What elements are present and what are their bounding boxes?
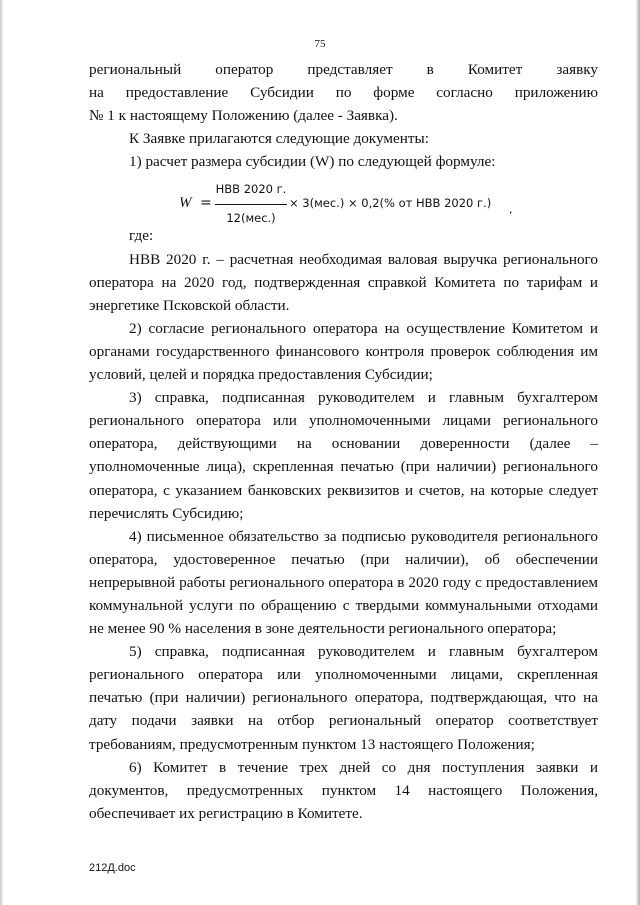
where-label: где:: [129, 227, 154, 245]
formula-denominator: 12(мес.): [226, 210, 276, 225]
intro-line-1: региональный оператор представляет в Комитет заявку: [89, 61, 598, 78]
documents-intro: К Заявке прилагаются следующие документы:: [129, 130, 429, 148]
formula-multiplier: × 3(мес.) × 0,2(% от НВВ 2020 г.): [289, 196, 492, 211]
formula-equals: =: [200, 195, 212, 212]
item-2: 2) согласие регионального оператора на осуществление Комитетом и органами государственного финансового контроля проверок соблюдения им условий, целей и порядка предоставления Субсидии;: [89, 319, 598, 384]
formula-variable: W: [179, 195, 192, 212]
document-body: [89, 58, 598, 825]
subsidy-formula: [89, 176, 598, 226]
scan-edge-right: [636, 0, 640, 905]
formula-trailing: ,: [509, 203, 513, 217]
nvv-definition: НВВ 2020 г. – расчетная необходимая валовая выручка регионального оператора на 2020 год, подтвержденная справкой Комитета по тарифам и энергетике Псковской области.: [89, 250, 598, 314]
page-number: 75: [314, 38, 326, 50]
item-6: 6) Комитет в течение трех дней со дня поступления заявки и документов, предусмотренных пунктом 14 настоящего Положения, обеспечивает их регистрацию в Комитете.: [89, 758, 598, 822]
item-1-text: 1) расчет размера субсидии (W) по следующей формуле:: [129, 153, 496, 171]
item-5: 5) справка, подписанная руководителем и главным бухгалтером регионального оператора или уполномоченными лицами, скрепленная печатью (при наличии) регионального оператора, подтверждающая, что на дату подачи заявки на отбор региональный оператор соответствует требованиям, предусмотренным пунктом 13 настоящего Положения;: [89, 643, 598, 753]
file-name-footer: 212Д.doc: [89, 862, 136, 874]
item-3: 3) справка, подписанная руководителем и главным бухгалтером регионального оператора или уполномоченными лицами регионального оператора, действующими на основании доверенности (далее – уполномоченные лица), скрепленная печатью (при наличии) регионального оператора, с указанием банковских реквизитов и счетов, на которые следует перечислять Субсидию;: [89, 389, 598, 522]
formula-numerator: НВВ 2020 г.: [215, 178, 287, 204]
item-4: 4) письменное обязательство за подписью руководителя регионального оператора, удостоверенное печатью (при наличии), об обеспечении непрерывной работы регионального оператора в 2020 году с предоставлением коммунальной услуги по обращению с твердыми коммунальными отходами не менее 90 % населения в зоне деятельности регионального оператора;: [89, 527, 598, 638]
scan-edge-left: [0, 0, 3, 905]
formula-fraction: [215, 178, 287, 229]
intro-line-2: на предоставление Субсидии по форме согласно приложению: [89, 84, 598, 102]
intro-line-3: № 1 к настоящему Положению (далее - Заявка).: [89, 107, 398, 125]
